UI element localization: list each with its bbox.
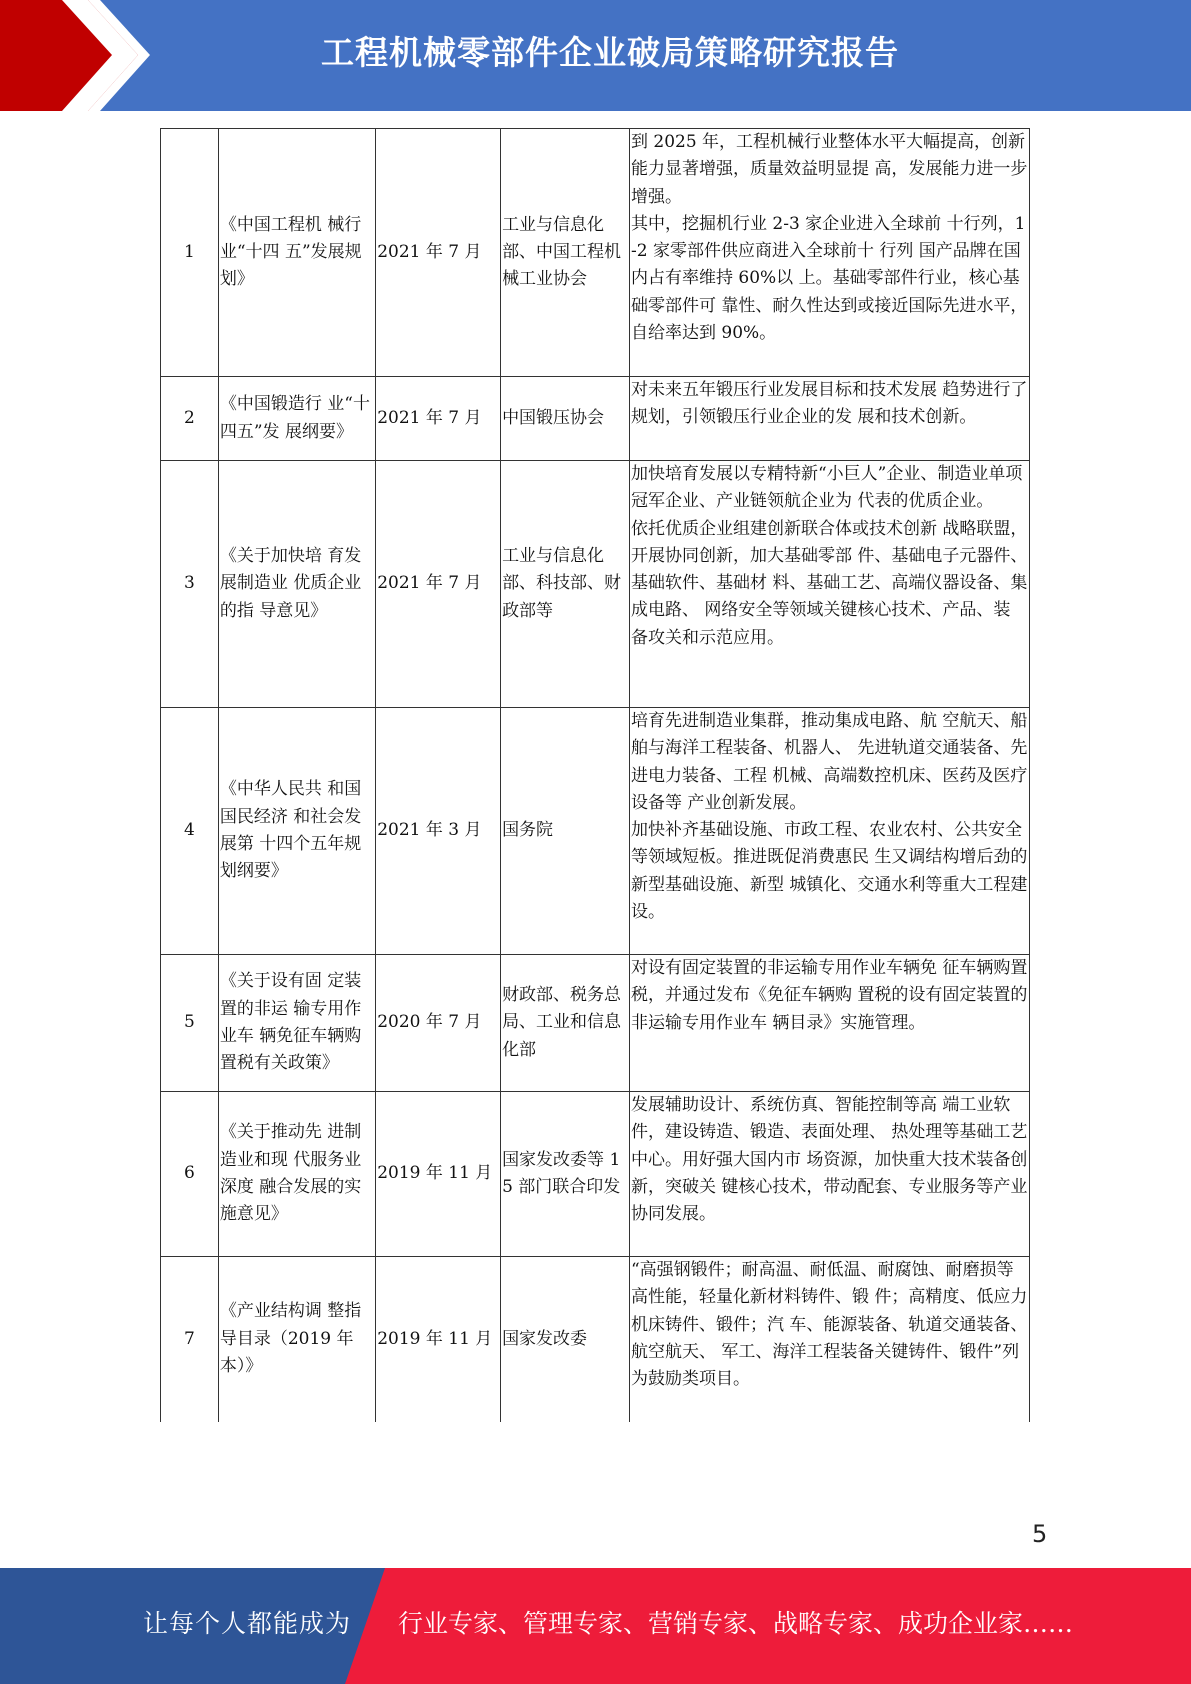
footer-slogan-right: 行业专家、管理专家、营销专家、战略专家、成功企业家…… bbox=[398, 1609, 1074, 1638]
policy-content-cell bbox=[629, 1257, 1029, 1422]
table-row bbox=[161, 708, 1030, 955]
report-title: 工程机械零部件企业破局策略研究报告 bbox=[321, 33, 899, 72]
policy-date-cell: 2019 年 11 月 bbox=[376, 1092, 501, 1257]
policy-date-cell: 2021 年 3 月 bbox=[376, 708, 501, 955]
policy-issuer-cell: 中国锻压协会 bbox=[501, 377, 630, 461]
row-number-cell: 7 bbox=[161, 1257, 219, 1422]
policy-name-cell: 《关于加快培 育发展制造业 优质企业的指 导意见》 bbox=[218, 461, 375, 708]
page-number: 5 bbox=[1032, 1520, 1048, 1548]
page-footer bbox=[0, 1568, 1191, 1684]
policy-issuer-cell: 财政部、税务总局、工业和信息化部 bbox=[501, 955, 630, 1092]
policy-content-paragraph: 加快补齐基础设施、市政工程、农业农村、公共安全等领域短板。推进既促消费惠民 生又调结构增后劲的新型基础设施、新型 城镇化、交通水利等重大工程建设。 bbox=[630, 820, 1028, 923]
policy-issuer-cell: 工业与信息化部、科技部、财政部等 bbox=[501, 461, 630, 708]
table-row bbox=[161, 129, 1030, 377]
row-number-cell: 1 bbox=[161, 129, 219, 377]
policy-content-paragraph: 加快培育发展以专精特新“小巨人”企业、制造业单项冠军企业、产业链领航企业为 代表的优质企业。 bbox=[630, 464, 1023, 512]
policy-name-cell: 《关于推动先 进制造业和现 代服务业深度 融合发展的实 施意见》 bbox=[218, 1092, 375, 1257]
footer-slogan-left: 让每个人都能成为 bbox=[143, 1609, 352, 1638]
policy-issuer-cell: 国务院 bbox=[501, 708, 630, 955]
table-row bbox=[161, 461, 1030, 708]
policy-date-cell: 2020 年 7 月 bbox=[376, 955, 501, 1092]
row-number-cell: 6 bbox=[161, 1092, 219, 1257]
policy-content-cell bbox=[629, 377, 1029, 461]
table-row bbox=[161, 1257, 1030, 1422]
policy-date-cell: 2021 年 7 月 bbox=[376, 461, 501, 708]
row-number-cell: 4 bbox=[161, 708, 219, 955]
policy-name-cell: 《产业结构调 整指导目录（2019 年本）》 bbox=[218, 1257, 375, 1422]
policy-date-cell: 2019 年 11 月 bbox=[376, 1257, 501, 1422]
policy-issuer-cell: 国家发改委等 15 部门联合印发 bbox=[501, 1092, 630, 1257]
policy-name-cell: 《中国工程机 械行业“十四 五”发展规划》 bbox=[218, 129, 375, 377]
policy-name-cell: 《中华人民共 和国国民经济 和社会发展第 十四个五年规 划纲要》 bbox=[218, 708, 375, 955]
header-red-arrow-decoration bbox=[0, 0, 150, 111]
policy-content-cell bbox=[629, 708, 1029, 955]
row-number-cell: 2 bbox=[161, 377, 219, 461]
row-number-cell: 5 bbox=[161, 955, 219, 1092]
policy-issuer-cell: 工业与信息化部、中国工程机械工业协会 bbox=[501, 129, 630, 377]
table-row bbox=[161, 377, 1030, 461]
policy-content-paragraph: “高强钢锻件；耐高温、耐低温、耐腐蚀、耐磨损等高性能，轻量化新材料铸件、锻 件；高精度、低应力机床铸件、锻件；汽 车、能源装备、轨道交通装备、航空航天、 军工、海洋工程装备关键铸件、锻件”列 为鼓励类项目。 bbox=[630, 1260, 1028, 1390]
table-row bbox=[161, 1092, 1030, 1257]
page-header bbox=[0, 0, 1191, 111]
policy-content-cell bbox=[629, 461, 1029, 708]
policy-content-paragraph: 依托优质企业组建创新联合体或技术创新 战略联盟，开展协同创新，加大基础零部 件、基础电子元器件、基础软件、基础材 料、基础工艺、高端仪器设备、集成电路、 网络安全等领域关键核心技术、产品、装 备攻关和示范应用。 bbox=[630, 518, 1028, 648]
policy-table-body bbox=[161, 129, 1030, 1422]
policy-content-cell bbox=[629, 129, 1029, 377]
row-number-cell: 3 bbox=[161, 461, 219, 708]
policy-content-paragraph: 发展辅助设计、系统仿真、智能控制等高 端工业软件，建设铸造、锻造、表面处理、 热处理等基础工艺中心。用好强大国内市 场资源，加快重大技术装备创新，突破关 键核心技术，带动配套、专业服务等产业 协同发展。 bbox=[630, 1095, 1028, 1225]
policy-date-cell: 2021 年 7 月 bbox=[376, 129, 501, 377]
policy-content-paragraph: 对设有固定装置的非运输专用作业车辆免 征车辆购置税，并通过发布《免征车辆购 置税的设有固定装置的非运输专用作业车 辆目录》实施管理。 bbox=[630, 958, 1028, 1033]
policy-content-paragraph: 对未来五年锻压行业发展目标和技术发展 趋势进行了规划，引领锻压行业企业的发 展和技术创新。 bbox=[630, 380, 1028, 428]
policy-content-paragraph: 培育先进制造业集群，推动集成电路、航 空航天、船舶与海洋工程装备、机器人、 先进轨道交通装备、先进电力装备、工程 机械、高端数控机床、医药及医疗设备等 产业创新发展。 bbox=[630, 711, 1028, 813]
policy-date-cell: 2021 年 7 月 bbox=[376, 377, 501, 461]
policy-table bbox=[160, 128, 1030, 1422]
policy-content-cell bbox=[629, 955, 1029, 1092]
policy-content-cell bbox=[629, 1092, 1029, 1257]
policy-content-paragraph: 到 2025 年，工程机械行业整体水平大幅提高，创新能力显著增强，质量效益明显提 高，发展能力进一步增强。 bbox=[630, 132, 1028, 207]
table-row bbox=[161, 955, 1030, 1092]
policy-name-cell: 《中国锻造行 业“十四五”发 展纲要》 bbox=[218, 377, 375, 461]
policy-name-cell: 《关于设有固 定装置的非运 输专用作业车 辆免征车辆购 置税有关政策》 bbox=[218, 955, 375, 1092]
policy-issuer-cell: 国家发改委 bbox=[501, 1257, 630, 1422]
policy-content-paragraph: 其中，挖掘机行业 2-3 家企业进入全球前 十行列，1-2 家零部件供应商进入全球前十 行列 国产品牌在国内占有率维持 60%以 上。基础零部件行业，核心基础零部件可 靠性、耐久性达到或接近国际先进水平， 自给率达到 90%。 bbox=[630, 213, 1028, 344]
